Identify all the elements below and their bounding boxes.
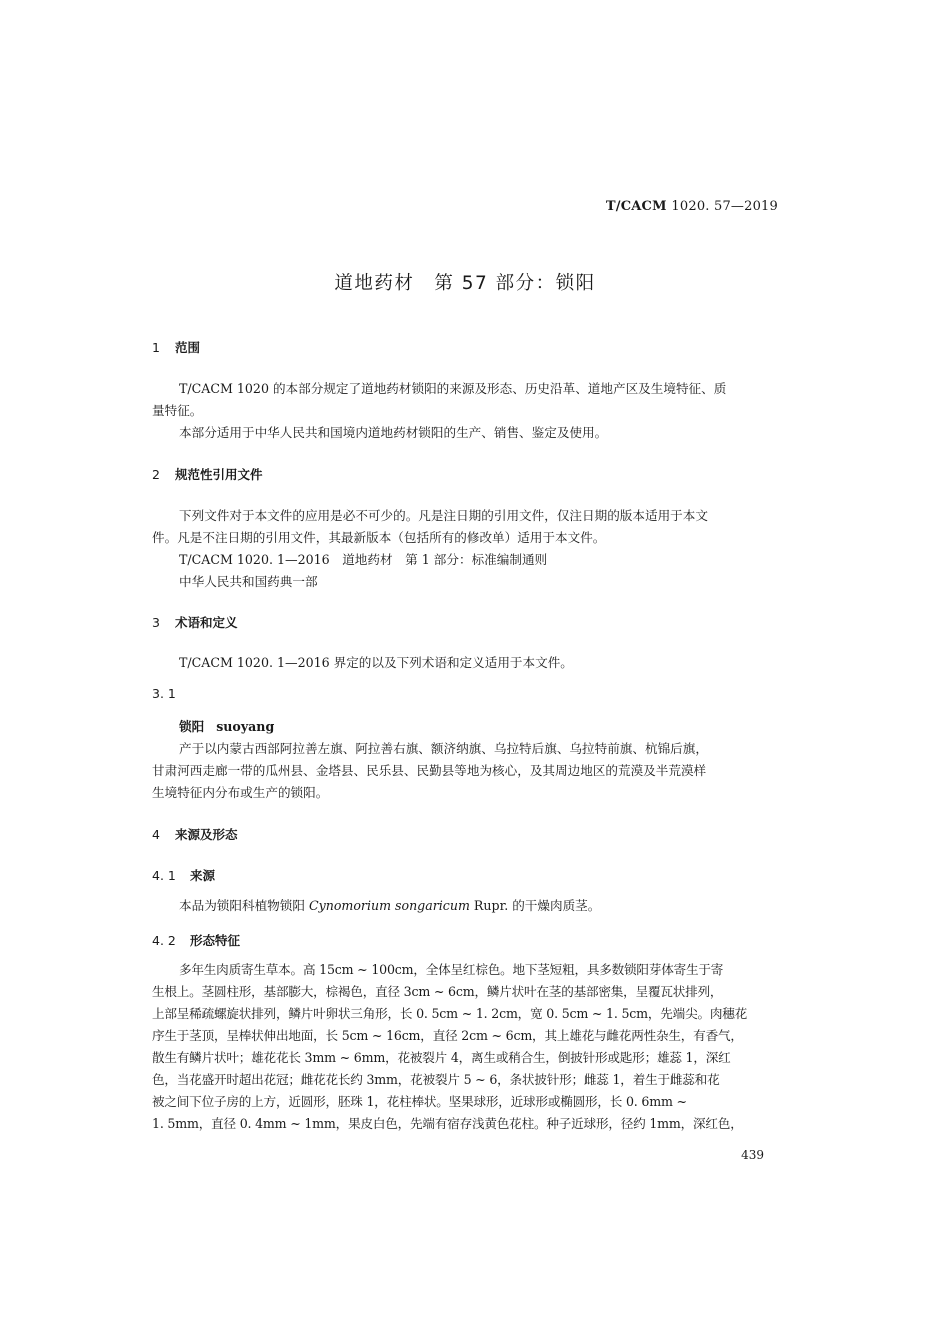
section-1-body: T/CACM 1020 的本部分规定了道地药材锁阳的来源及形态、历史沿革、道地产区及生境特征、质 量特征。 本部分适用于中华人民共和国境内道地药材锁阳的生产、销售、鉴定及使用。 <box>152 381 727 440</box>
section-2-heading: 2 规范性引用文件 <box>152 467 263 482</box>
term-pinyin: suoyang <box>216 719 275 734</box>
subsection-4-2-heading: 4. 2 形态特征 <box>152 933 241 948</box>
page-title: 道地药材 第 57 部分：锁阳 <box>334 273 596 294</box>
subsection-4-1-heading: 4. 1 来源 <box>152 868 216 883</box>
section-3-intro: T/CACM 1020. 1—2016 界定的以及下列术语和定义适用于本文件。 <box>179 655 573 670</box>
section-1-heading: 1 范围 <box>152 340 201 355</box>
term-definition: 锁阳 suoyang 产于以内蒙古西部阿拉善左旗、阿拉善右旗、额济纳旗、乌拉特后旗、乌拉特前旗、杭锦后旗， 甘肃河西走廊一带的瓜州县、金塔县、民乐县、民勤县等地为核心，及其周边地区的荒漠及半荒漠样 生境特征内分布或生产的锁阳。 <box>152 719 708 800</box>
section-3-heading: 3 术语和定义 <box>152 615 238 630</box>
subsection-4-2-body: 多年生肉质寄生草本。高 15cm ~ 100cm，全体呈红棕色。地下茎短粗，具多数锁阳芽体寄生于寄 生根上。茎圆柱形，基部膨大，棕褐色，直径 3cm ~ 6cm，鳞片状叶在茎的基部密集，呈覆瓦状排列， 上部呈稀疏螺旋状排列，鳞片叶卵状三角形，长 0. 5cm ~ 1. 2cm，宽 0. 5cm ~ 1. 5cm，先端尖。肉穗花 序生于茎顶，呈棒状伸出地面，长 5cm ~ 16cm，直径 2cm ~ 6cm，其上雄花与雌花两性杂生，有香气， 散生有鳞片状叶；雄花花长 3mm ~ 6mm，花被裂片 4，离生或稍合生，倒披针形或匙形；雄蕊 1，深红 色，当花盛开时超出花冠；雌花花长约 3mm，花被裂片 5 ~ 6，条状披针形；雌蕊 1，着生于雌蕊和花 被之间下位子房的上方，近圆形，胚珠 1，花柱棒状。坚果球形，近球形或椭圆形，长 0. 6mm ~ 1. 5mm，直径 0. 4mm ~ 1mm，果皮白色，先端有宿存浅黄色花柱。种子近球形，径约 1mm，深红色， <box>152 962 748 1131</box>
section-4-heading: 4 来源及形态 <box>152 827 238 842</box>
term-chinese: 锁阳 <box>179 719 205 734</box>
subsection-4-1-body: 本品为锁阳科植物锁阳 Cynomorium songaricum Rupr. 的干燥肉质茎。 <box>179 898 601 913</box>
page-number: 439 <box>741 1148 764 1162</box>
standard-code: T/CACM 1020. 57—2019 <box>605 199 778 214</box>
subsection-3-1-number: 3. 1 <box>152 686 176 701</box>
section-2-body: 下列文件对于本文件的应用是必不可少的。凡是注日期的引用文件，仅注日期的版本适用于本文 件。凡是不注日期的引用文件，其最新版本（包括所有的修改单）适用于本文件。 T/CACM 1020. 1—2016 道地药材 第 1 部分：标准编制通则 中华人民共和国药典一部 <box>152 508 708 589</box>
